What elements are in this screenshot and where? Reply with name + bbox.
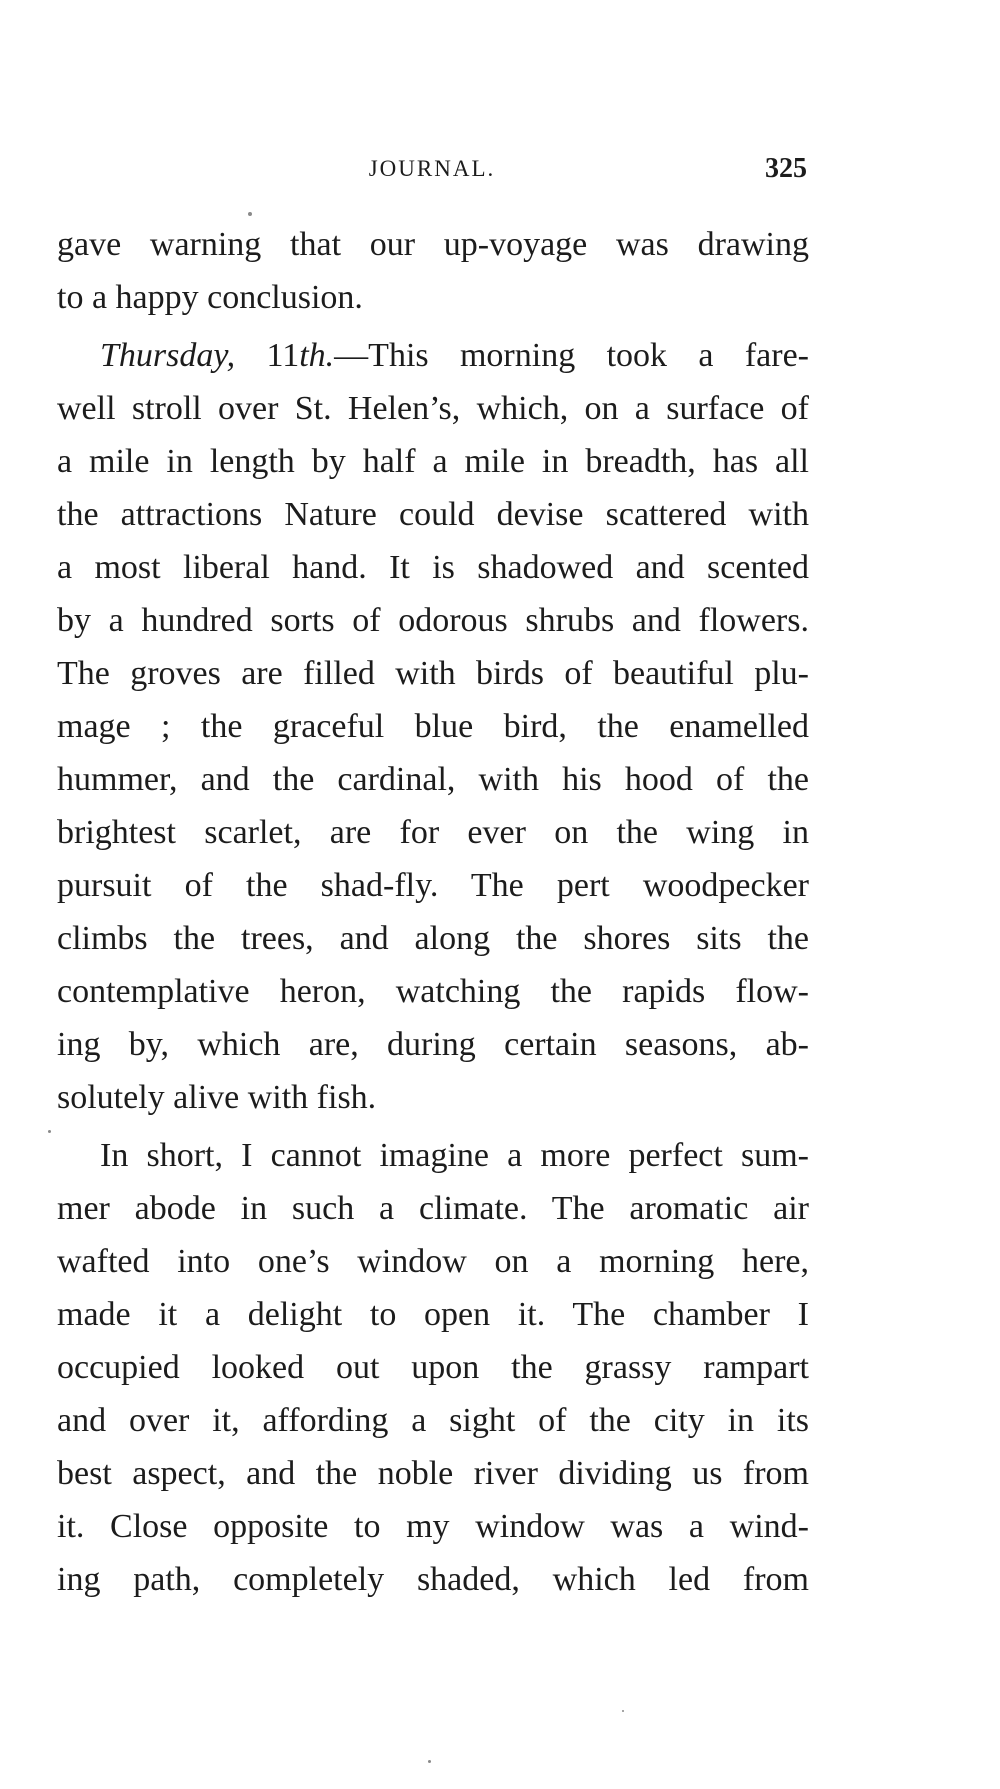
text-line: well stroll over St. Helen’s, which, on a surface of [57,390,809,427]
text-line: it. Close opposite to my window was a wind- [57,1508,809,1545]
text-line: the attractions Nature could devise scattered with [57,496,809,533]
text-line: made it a delight to open it. The chamber I [57,1296,809,1333]
text-line: hummer, and the cardinal, with his hood of the [57,761,809,798]
text-line: a most liberal hand. It is shadowed and scented [57,549,809,586]
text-line: wafted into one’s window on a morning here, [57,1243,809,1280]
text-line: occupied looked out upon the grassy rampart [57,1349,809,1386]
text-line: gave warning that our up-voyage was drawing [57,226,809,263]
text-line: climbs the trees, and along the shores sits the [57,920,809,957]
text-line: brightest scarlet, are for ever on the wing in [57,814,809,851]
body-text [57,218,809,1606]
paragraph-continuation [57,218,809,324]
text-line: ing path, completely shaded, which led from [57,1561,809,1598]
paragraph-thursday-entry [57,329,809,1124]
text-line: mer abode in such a climate. The aromatic air [57,1190,809,1227]
running-head [57,152,807,186]
text-line: best aspect, and the noble river dividing us from [57,1455,809,1492]
entry-date-day: 11th. [266,337,335,374]
text-line: ing by, which are, during certain seasons, ab- [57,1026,809,1063]
text-line: by a hundred sorts of odorous shrubs and flowers. [57,602,809,639]
entry-date-label: Thursday, [100,337,236,374]
text-line-dated [57,329,809,382]
scan-speck [622,1710,624,1712]
text-line: solutely alive with fish. [57,1079,377,1116]
entry-first-line-text: —This morning took a fare- [334,337,809,374]
running-title: JOURNAL. [368,156,496,181]
text-line: mage ; the graceful blue bird, the enamelled [57,708,809,745]
text-line: contemplative heron, watching the rapids flow- [57,973,809,1010]
scan-speck [48,1130,51,1133]
text-line: pursuit of the shad-fly. The pert woodpecker [57,867,809,904]
text-line: to a happy conclusion. [57,279,363,316]
paragraph-summer-abode [57,1129,809,1606]
text-line: The groves are filled with birds of beautiful plu- [57,655,809,692]
scan-speck [248,212,252,216]
page-number: 325 [765,153,807,184]
text-line: a mile in length by half a mile in breadth, has all [57,443,809,480]
text-line: and over it, affording a sight of the city in its [57,1402,809,1439]
scan-speck [428,1760,431,1763]
text-line: In short, I cannot imagine a more perfect sum- [100,1137,809,1174]
